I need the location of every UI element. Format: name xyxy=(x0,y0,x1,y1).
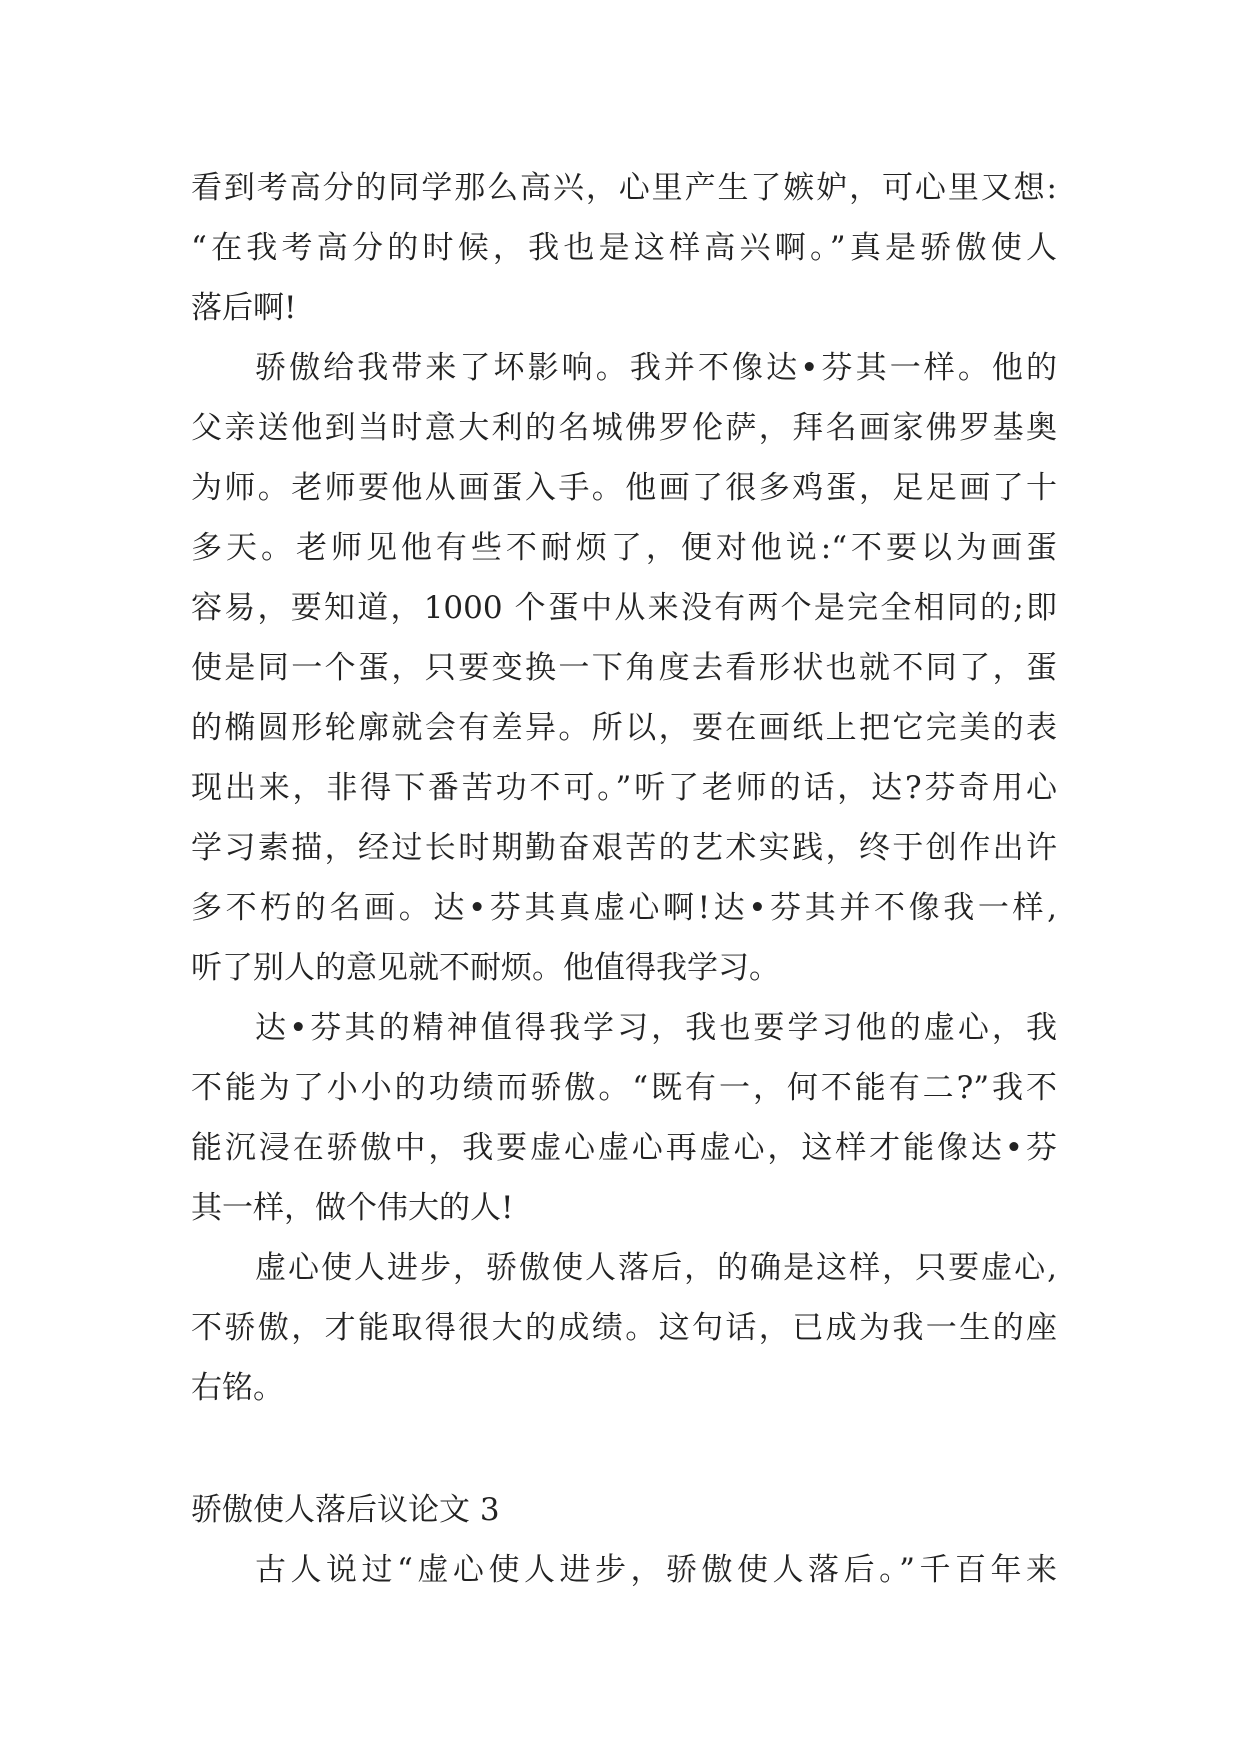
text-line: 学习素描，经过长时期勤奋艰苦的艺术实践，终于创作出许 xyxy=(191,830,1057,866)
text-line: 达•芬其的精神值得我学习，我也要学习他的虚心，我 xyxy=(255,1010,1057,1046)
paragraph xyxy=(191,1540,1057,1600)
text-line: 容易，要知道，1000 个蛋中从来没有两个是完全相同的;即 xyxy=(191,590,1057,626)
text-line: 虚心使人进步，骄傲使人落后，的确是这样，只要虚心, xyxy=(255,1250,1057,1286)
text-line: 父亲送他到当时意大利的名城佛罗伦萨，拜名画家佛罗基奥 xyxy=(191,410,1057,446)
text-line: 为师。老师要他从画蛋入手。他画了很多鸡蛋，足足画了十 xyxy=(191,470,1057,506)
text-line: 右铭。 xyxy=(191,1370,284,1406)
text-line: 使是同一个蛋，只要变换一下角度去看形状也就不同了，蛋 xyxy=(191,650,1057,686)
text-line: 其一样，做个伟大的人! xyxy=(191,1190,514,1226)
paragraph xyxy=(191,998,1057,1238)
section-heading xyxy=(191,1480,1057,1540)
text-line: 不能为了小小的功绩而骄傲。“既有一，何不能有二?”我不 xyxy=(191,1070,1057,1106)
paragraph xyxy=(191,158,1057,338)
document-body xyxy=(191,158,1057,1600)
text-line: 的椭圆形轮廓就会有差异。所以，要在画纸上把它完美的表 xyxy=(191,710,1057,746)
text-line: “在我考高分的时候，我也是这样高兴啊。”真是骄傲使人 xyxy=(191,230,1057,266)
text-line: 听了别人的意见就不耐烦。他值得我学习。 xyxy=(191,950,780,986)
paragraph xyxy=(191,338,1057,998)
text-line: 现出来，非得下番苦功不可。”听了老师的话，达?芬奇用心 xyxy=(191,770,1057,806)
text-line: 能沉浸在骄傲中，我要虚心虚心再虚心，这样才能像达•芬 xyxy=(191,1130,1057,1166)
section-heading-text: 骄傲使人落后议论文 3 xyxy=(191,1492,500,1528)
paragraph xyxy=(191,1238,1057,1418)
text-line: 看到考高分的同学那么高兴，心里产生了嫉妒，可心里又想: xyxy=(191,170,1057,206)
text-line: 骄傲给我带来了坏影响。我并不像达•芬其一样。他的 xyxy=(255,350,1057,386)
text-line: 落后啊! xyxy=(191,290,297,326)
text-line: 多天。老师见他有些不耐烦了，便对他说:“不要以为画蛋 xyxy=(191,530,1057,566)
section-spacer xyxy=(191,1418,1057,1480)
text-line: 不骄傲，才能取得很大的成绩。这句话，已成为我一生的座 xyxy=(191,1310,1057,1346)
text-line: 多不朽的名画。达•芬其真虚心啊!达•芬其并不像我一样, xyxy=(191,890,1057,926)
text-line: 古人说过“虚心使人进步，骄傲使人落后。”千百年来 xyxy=(255,1552,1057,1588)
